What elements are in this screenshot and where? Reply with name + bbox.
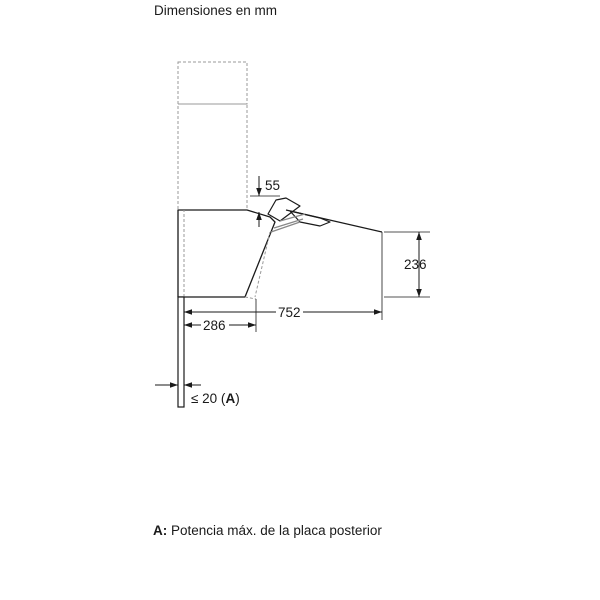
dimension-752-label: 752 <box>278 305 301 320</box>
dimension-286-label: 286 <box>203 318 226 333</box>
dimension-236 <box>384 232 430 297</box>
back-panel-plate <box>178 297 184 407</box>
chimney-upper <box>178 62 247 104</box>
dimension-plate-thickness-label: ≤ 20 (A) <box>191 391 240 406</box>
dimension-plate-thickness <box>155 385 240 406</box>
legend-text: Potencia máx. de la placa posterior <box>167 523 382 538</box>
dimension-55-label: 55 <box>265 178 281 193</box>
dimension-286 <box>184 317 256 333</box>
page-title: Dimensiones en mm <box>154 3 278 18</box>
dimension-236-label: 236 <box>404 257 427 272</box>
legend-key: A: <box>153 523 168 538</box>
legend-note <box>153 523 382 538</box>
hood-bottom-dashed <box>245 297 256 299</box>
hood-body <box>178 210 275 297</box>
chimney-lower <box>178 104 247 210</box>
glass-panel <box>268 198 382 232</box>
